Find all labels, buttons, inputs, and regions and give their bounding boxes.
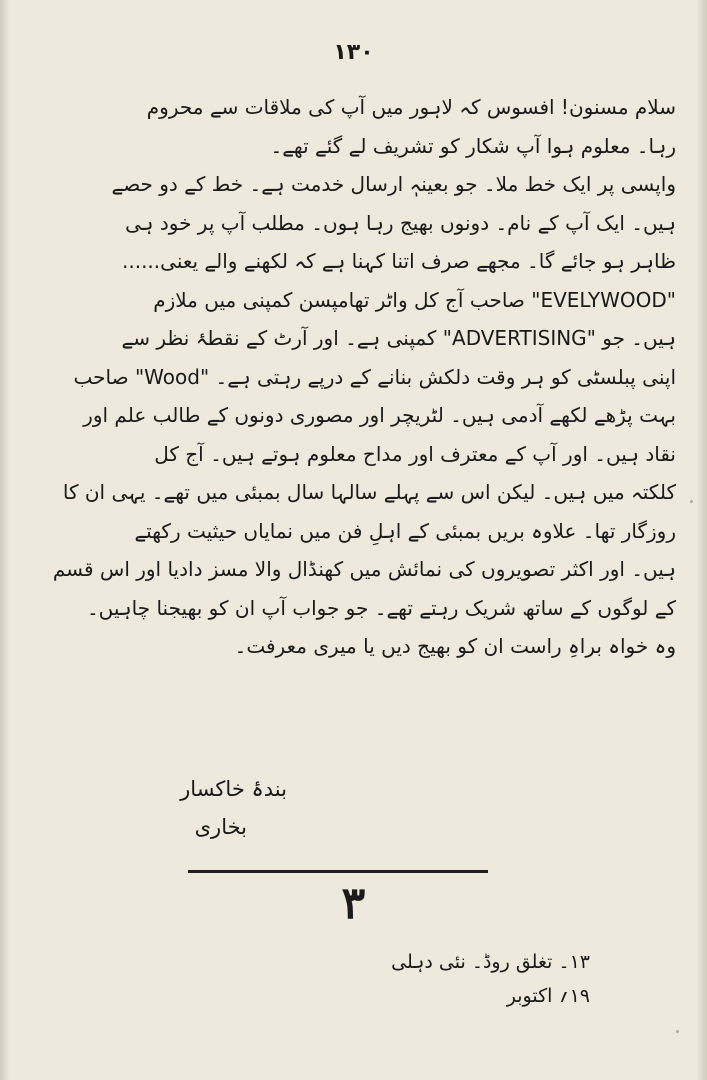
- signature: بخاری: [194, 815, 247, 839]
- letter-line: ہیں۔ ایک آپ کے نام۔ دونوں بھیج رہا ہوں۔ مطلب آپ پر خود ہی: [125, 210, 676, 235]
- address-line: ۱۳۔ تغلق روڈ۔ نئی دہلی: [391, 951, 590, 973]
- page-number: ۱۳۰: [333, 40, 374, 65]
- letter-line: بہت پڑھے لکھے آدمی ہیں۔ لٹریچر اور مصوری دونوں کے طالب علم اور: [83, 403, 676, 427]
- closing-phrase: بندۂ خاکسار: [180, 777, 287, 801]
- letter-line: ہیں۔ جو "ADVERTISING" کمپنی ہے۔ اور آرٹ کے نقطۂ نظر سے: [121, 326, 676, 350]
- next-letter-number: ۳: [341, 878, 366, 929]
- letter-line: نقاد ہیں۔ اور آپ کے معترف اور مداح معلوم ہوتے ہیں۔ آج کل: [154, 441, 676, 466]
- letter-line: اپنی پبلسٹی کو ہر وقت دلکش بنانے کے درپے رہتی ہے۔ "Wood" صاحب: [73, 364, 676, 389]
- letter-line: سلام مسنون! افسوس کہ لاہور میں آپ کی ملاقات سے محروم: [146, 95, 676, 119]
- letter-line: ہیں۔ اور اکثر تصویروں کی نمائش میں کھنڈال والا مسز دادیا اور اس قسم: [52, 557, 676, 581]
- letter-line: رہا۔ معلوم ہوا آپ شکار کو تشریف لے گئے تھے۔: [270, 133, 676, 158]
- next-letter-address: [360, 945, 590, 1013]
- letter-line: "EVELYWOOD" صاحب آج کل واٹر تھامپسن کمپنی میں ملازم: [153, 287, 676, 312]
- letter-line: واپسی پر ایک خط ملا۔ جو بعینہٖ ارسال خدمت ہے۔ خط کے دو حصے: [111, 172, 676, 196]
- paper-speck: [676, 1030, 679, 1033]
- letter-line: کلکتہ میں ہیں۔ لیکن اس سے پہلے سالہا سال بمبئی میں تھے۔ یہی ان کا: [62, 480, 676, 504]
- letter-date: ۱۹؍ اکتوبر: [506, 985, 590, 1007]
- letter-line: روزگار تھا۔ علاوہ بریں بمبئی کے اہلِ فن میں نمایاں حیثیت رکھتے: [134, 518, 676, 543]
- section-divider: [188, 870, 488, 873]
- letter-body: [36, 88, 676, 666]
- signoff: [180, 770, 287, 846]
- letter-line: کے لوگوں کے ساتھ شریک رہتے تھے۔ جو جواب آپ ان کو بھیجنا چاہیں۔: [86, 595, 676, 620]
- letter-line: وہ خواہ براہِ راست ان کو بھیج دیں یا میری معرفت۔: [234, 634, 676, 658]
- paper-speck: [690, 500, 693, 503]
- letter-line: ظاہر ہو جائے گا۔ مجھے صرف اتنا کہنا ہے کہ لکھنے والے یعنی......: [122, 249, 676, 273]
